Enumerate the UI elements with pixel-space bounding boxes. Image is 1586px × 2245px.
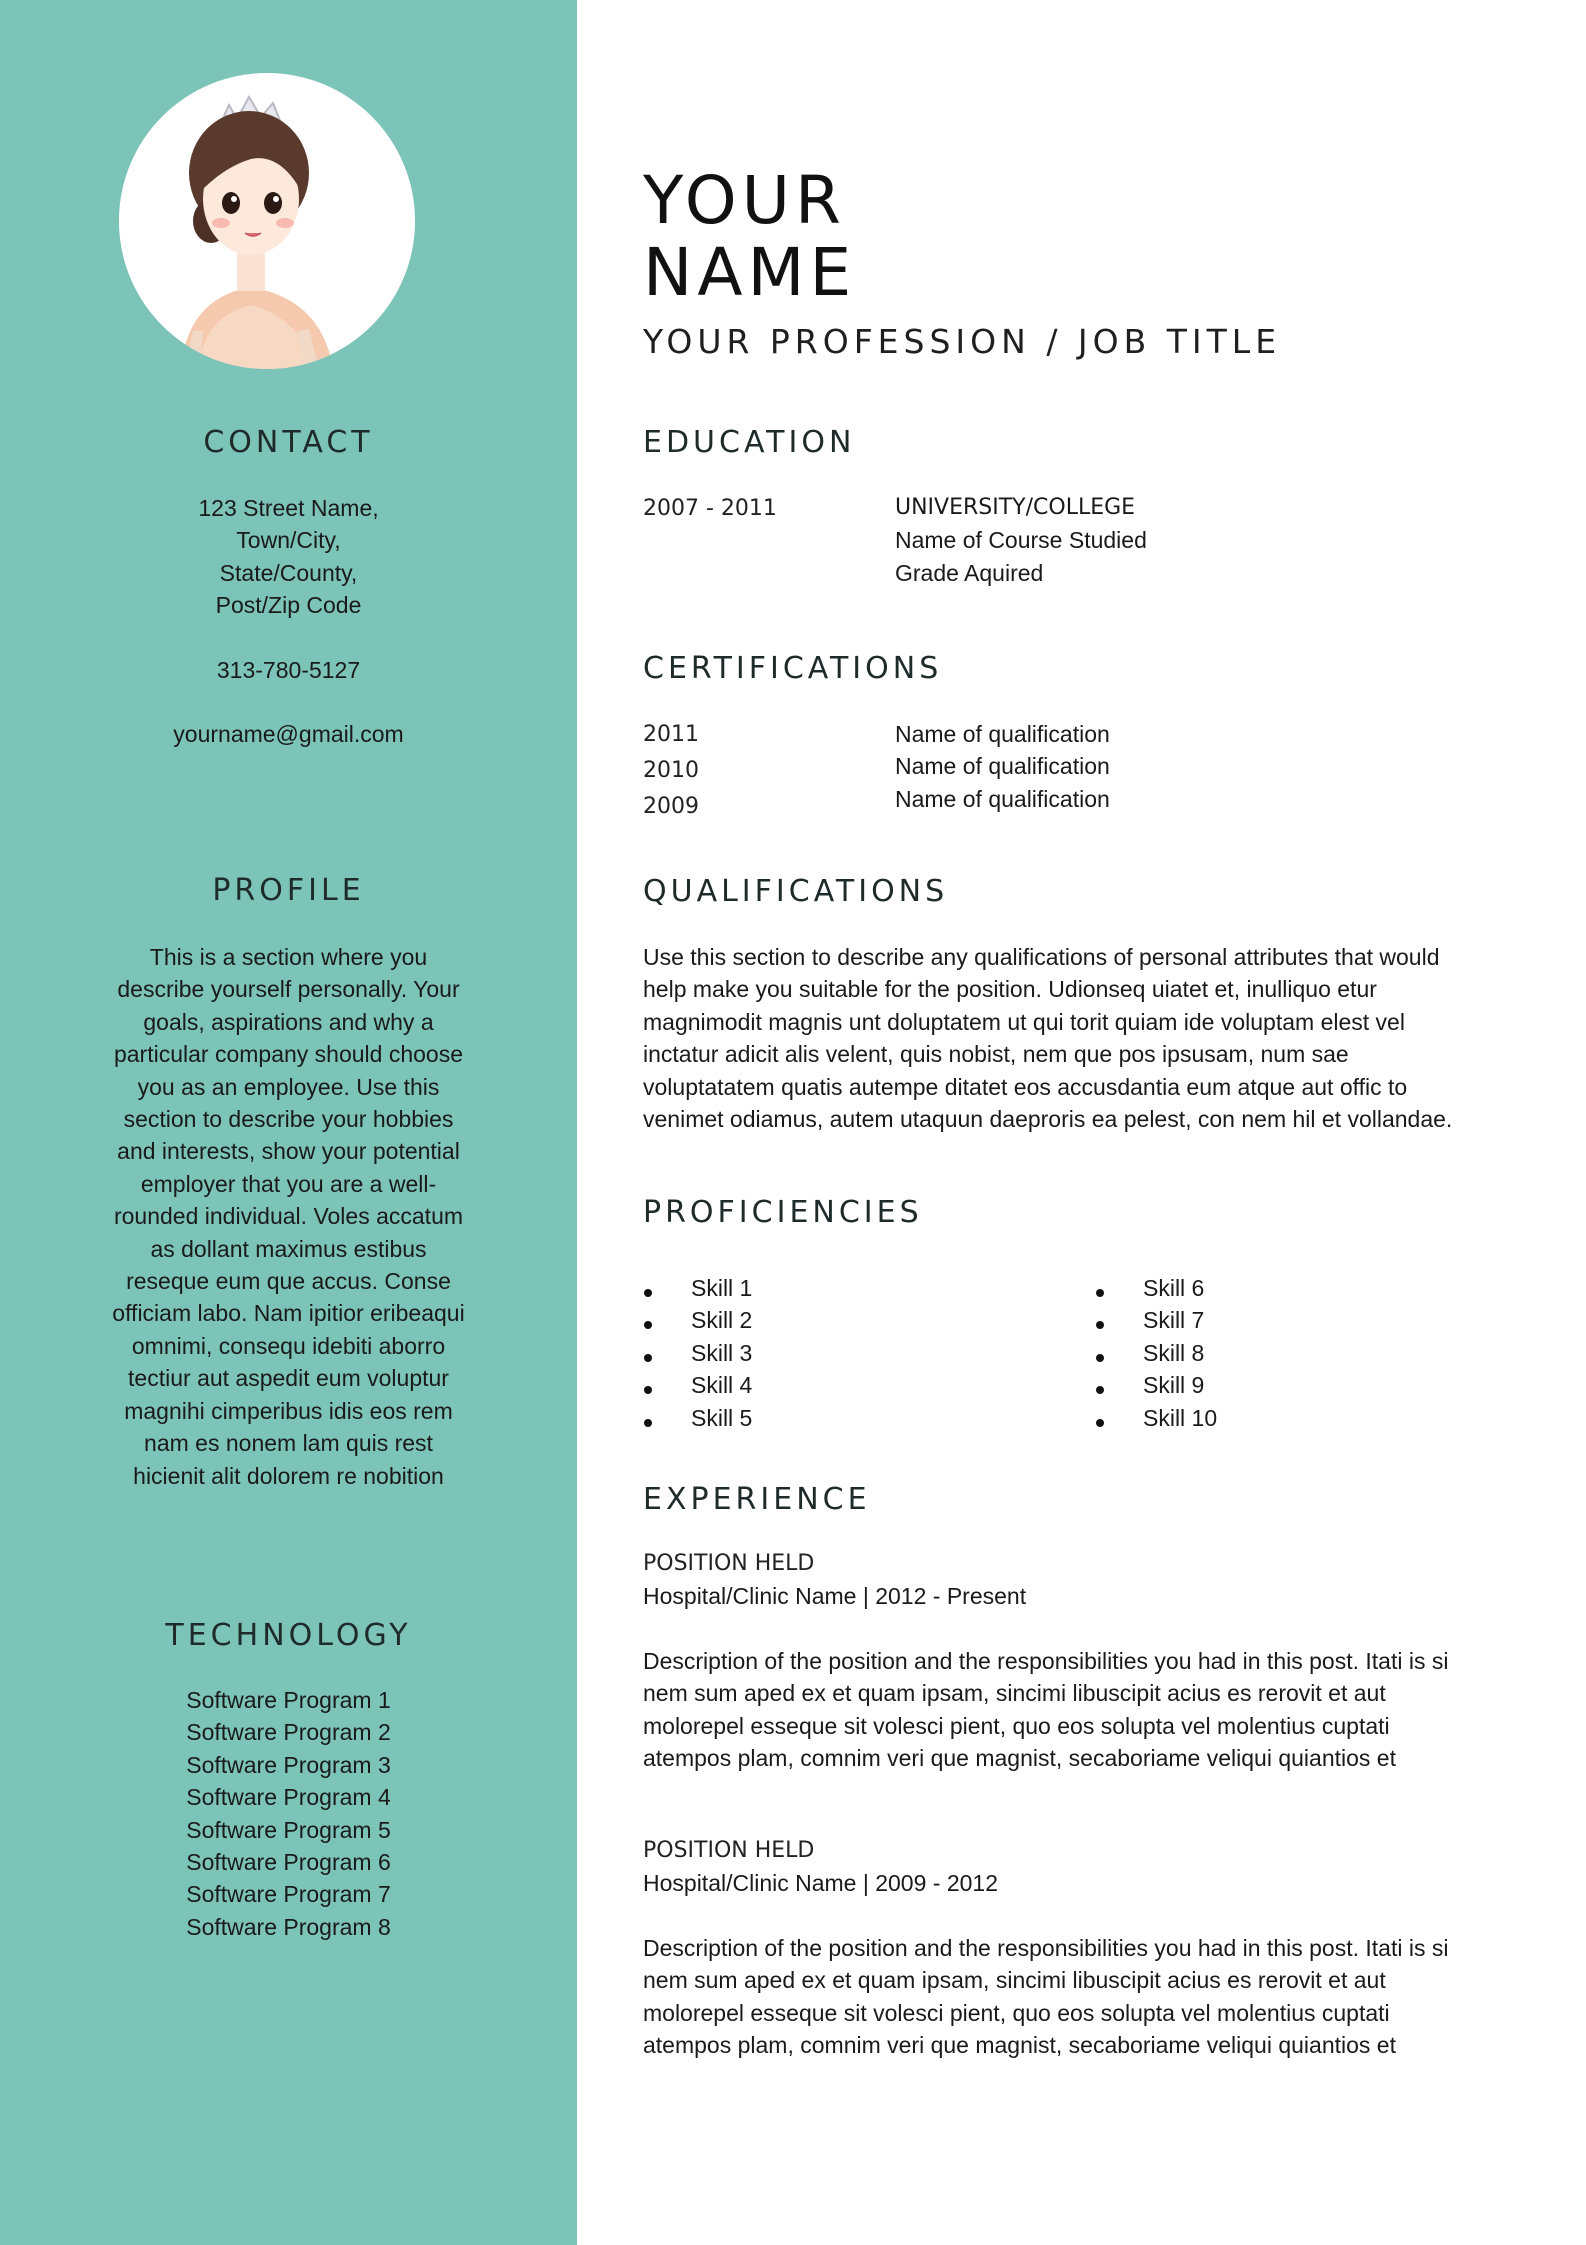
experience-heading: EXPERIENCE xyxy=(643,1482,871,1517)
profile-line: nam es nonem lam quis rest xyxy=(144,1430,433,1457)
address-line: State/County, xyxy=(219,559,358,586)
profile-line: employer that you are a well- xyxy=(140,1170,437,1197)
job-description-line: nem sum aped ex et quam ipsam, sincimi libuscipit acius es rerovit et aut xyxy=(643,1680,1386,1707)
bullet-icon xyxy=(644,1419,652,1427)
skill-label: Skill 10 xyxy=(1143,1404,1218,1431)
contact-phone: 313-780-5127 xyxy=(216,657,361,683)
certifications-heading: CERTIFICATIONS xyxy=(643,651,943,686)
technology-item: Software Program 3 xyxy=(186,1751,391,1778)
qualifications-line: Use this section to describe any qualifications of personal attributes that would xyxy=(643,944,1440,970)
certification-name: Name of qualification xyxy=(895,721,1110,747)
job-employer: Hospital/Clinic Name | 2012 - Present xyxy=(643,1583,1027,1609)
job-description xyxy=(643,1645,1523,1775)
address-line: Post/Zip Code xyxy=(215,592,362,619)
education-grade: Grade Aquired xyxy=(895,559,1044,586)
sidebar xyxy=(0,0,577,2245)
profile-heading: PROFILE xyxy=(212,873,365,908)
job-title: POSITION HELD xyxy=(643,1551,815,1576)
qualifications-line: help make you suitable for the position. Udionseq uiatet et, inulliquo etur xyxy=(643,976,1377,1003)
technology-item: Software Program 7 xyxy=(186,1881,391,1908)
bullet-icon xyxy=(1096,1289,1104,1297)
certification-name: Name of qualification xyxy=(895,753,1110,780)
certification-names xyxy=(895,718,1495,815)
skill-label: Skill 6 xyxy=(1143,1275,1205,1301)
profile-line: This is a section where you xyxy=(149,944,428,970)
profile-line: rounded individual. Voles accatum xyxy=(113,1203,464,1230)
list-item xyxy=(643,1402,943,1434)
qualifications-heading: QUALIFICATIONS xyxy=(643,874,949,909)
job-description-line: atempos plam, comnim veri que magnist, secaboriame veliqui quiantios et xyxy=(643,1745,1396,1772)
address-line: Town/City, xyxy=(236,527,341,554)
avatar xyxy=(119,73,415,369)
address-line: 123 Street Name, xyxy=(198,495,379,521)
skill-label: Skill 5 xyxy=(691,1404,753,1431)
skill-label: Skill 9 xyxy=(1143,1372,1205,1399)
contact-heading: CONTACT xyxy=(203,425,374,460)
education-institution: UNIVERSITY/COLLEGE xyxy=(895,495,1136,520)
bullet-icon xyxy=(1096,1386,1104,1394)
qualifications-line: venimet odiamus, autem utaquun daeproris ea pelest, con nem hil et vollandae. xyxy=(643,1106,1453,1133)
list-item xyxy=(1095,1304,1395,1336)
profile-line: goals, aspirations and why a xyxy=(143,1008,434,1035)
education-heading: EDUCATION xyxy=(643,425,856,460)
technology-item: Software Program 2 xyxy=(186,1719,391,1746)
list-item xyxy=(643,1369,943,1401)
education-details xyxy=(895,492,1495,589)
profile-line: describe yourself personally. Your xyxy=(117,976,460,1003)
skill-label: Skill 8 xyxy=(1143,1339,1205,1366)
list-item xyxy=(1095,1337,1395,1369)
job-title: POSITION HELD xyxy=(643,1838,815,1863)
technology-item: Software Program 5 xyxy=(186,1816,391,1843)
skill-label: Skill 2 xyxy=(691,1307,753,1334)
profile-line: particular company should choose xyxy=(113,1041,464,1068)
job-description-line: molorepel esseque sit volesci pient, quo eos solupta vel molentius cuptati xyxy=(643,1999,1390,2026)
technology-heading: TECHNOLOGY xyxy=(165,1618,412,1653)
bullet-icon xyxy=(644,1386,652,1394)
technology-item: Software Program 8 xyxy=(186,1913,391,1940)
job-description-line: atempos plam, comnim veri que magnist, secaboriame veliqui quiantios et xyxy=(643,2032,1396,2059)
job-description xyxy=(643,1932,1523,2062)
education-course: Name of Course Studied xyxy=(895,527,1147,554)
proficiencies-heading: PROFICIENCIES xyxy=(643,1195,923,1230)
job-description-line: molorepel esseque sit volesci pient, quo eos solupta vel molentius cuptati xyxy=(643,1712,1390,1739)
profile-line: section to describe your hobbies xyxy=(123,1106,454,1133)
technology-item: Software Program 6 xyxy=(186,1849,391,1876)
list-item xyxy=(643,1272,943,1304)
profile-line: and interests, show your potential xyxy=(117,1138,460,1165)
list-item xyxy=(643,1337,943,1369)
bullet-icon xyxy=(1096,1354,1104,1362)
skill-label: Skill 4 xyxy=(691,1372,753,1399)
profile-line: tectiur aut aspedit eum voluptur xyxy=(128,1365,449,1392)
qualifications-line: voluptatatem quatis autempe ditatet eos accusdantia eum atque aut offic to xyxy=(643,1073,1408,1100)
certification-year: 2011 xyxy=(643,722,699,747)
job-description-line: nem sum aped ex et quam ipsam, sincimi libuscipit acius es rerovit et aut xyxy=(643,1967,1386,1994)
certification-name: Name of qualification xyxy=(895,785,1110,812)
job-description-line: Description of the position and the responsibilities you had in this post. Itati is si xyxy=(643,1648,1449,1674)
list-item xyxy=(1095,1402,1395,1434)
profile-line: officiam labo. Nam ipitior eribeaqui xyxy=(112,1300,465,1327)
bullet-icon xyxy=(644,1289,652,1297)
skill-label: Skill 3 xyxy=(691,1339,753,1366)
avatar-illustration xyxy=(119,73,415,369)
profile-line: reseque eum que accus. Conse xyxy=(126,1268,451,1295)
skills-list-right xyxy=(1095,1272,1395,1434)
education-years: 2007 - 2011 xyxy=(643,496,777,521)
profession-title: YOUR PROFESSION / JOB TITLE xyxy=(643,322,1282,361)
profile-line: omnimi, consequ idebiti aborro xyxy=(131,1332,446,1359)
name-block xyxy=(643,162,857,311)
bullet-icon xyxy=(1096,1321,1104,1329)
profile-line: magnihi cimperibus idis eos rem xyxy=(124,1397,453,1424)
technology-list xyxy=(95,1684,482,1943)
certification-year: 2009 xyxy=(643,794,699,819)
profile-line: you as an employee. Use this xyxy=(137,1073,440,1100)
bullet-icon xyxy=(1096,1419,1104,1427)
qualifications-line: inctatur adicit alis velent, quis nobist, nem que pos ipsusam, num sae xyxy=(643,1041,1349,1068)
profile-text xyxy=(95,941,482,1503)
skill-label: Skill 1 xyxy=(691,1275,753,1301)
qualifications-text xyxy=(643,941,1523,1135)
contact-email: yourname@gmail.com xyxy=(173,721,404,747)
list-item xyxy=(1095,1272,1395,1304)
technology-item: Software Program 4 xyxy=(186,1784,391,1811)
skill-label: Skill 7 xyxy=(1143,1307,1205,1334)
name-last: NAME xyxy=(643,234,857,311)
contact-address xyxy=(95,492,482,622)
profile-line: hicienit alit dolorem re nobition xyxy=(133,1462,444,1489)
certification-year: 2010 xyxy=(643,758,699,783)
job-employer: Hospital/Clinic Name | 2009 - 2012 xyxy=(643,1870,998,1896)
bullet-icon xyxy=(644,1354,652,1362)
name-first: YOUR xyxy=(643,162,846,239)
technology-item: Software Program 1 xyxy=(186,1687,391,1713)
job-description-line: Description of the position and the responsibilities you had in this post. Itati is si xyxy=(643,1935,1449,1961)
list-item xyxy=(643,1304,943,1336)
skills-list-left xyxy=(643,1272,943,1434)
list-item xyxy=(1095,1369,1395,1401)
qualifications-line: magnimodit magnis unt doluptatem ut qui torit quiam ide voluptam elest vel xyxy=(643,1008,1405,1035)
bullet-icon xyxy=(644,1321,652,1329)
profile-line: as dollant maximus estibus xyxy=(150,1235,427,1262)
